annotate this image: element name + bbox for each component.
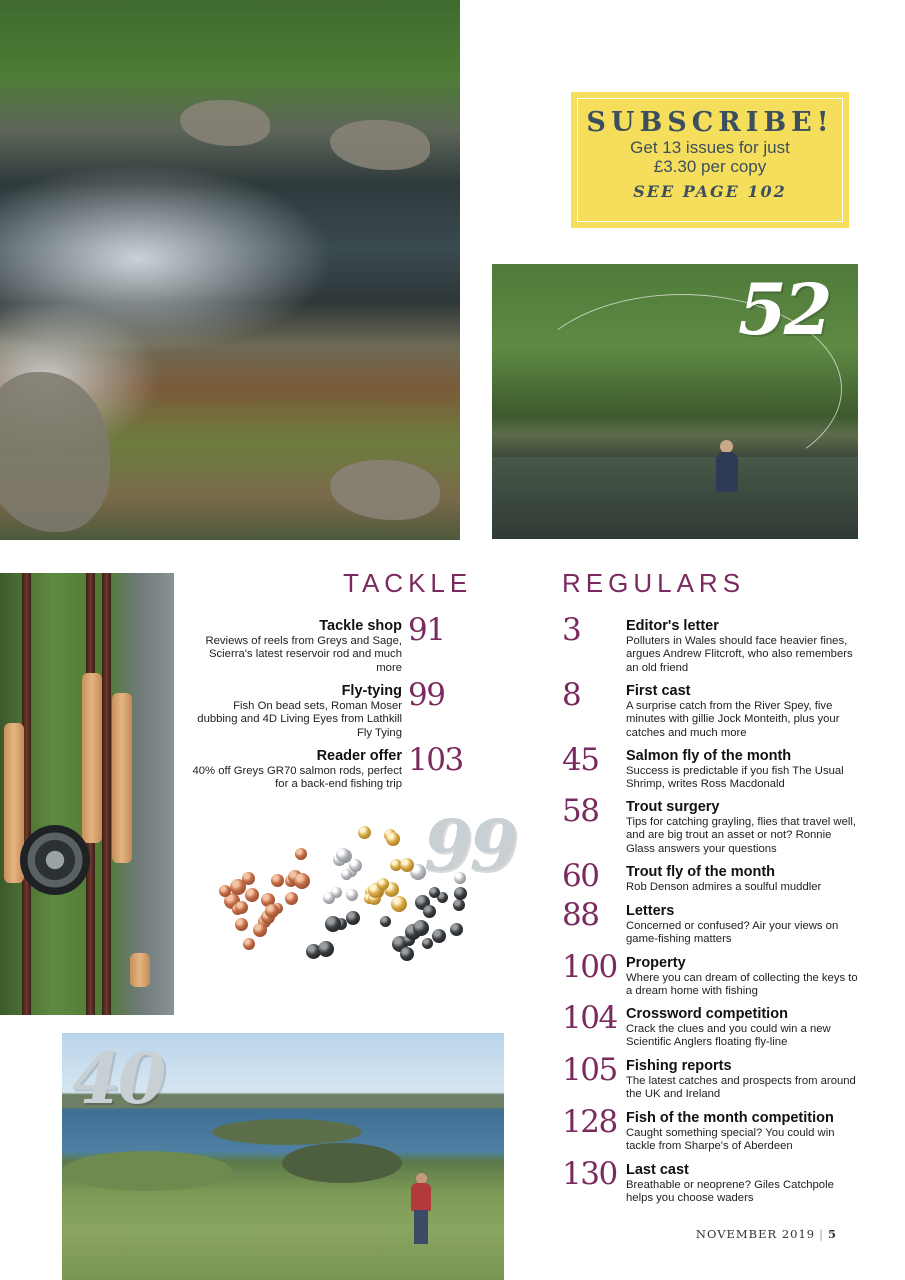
loch-landscape-photo — [62, 1033, 504, 1280]
photo-page-number: 99 — [424, 804, 516, 887]
bead — [380, 916, 391, 927]
entry-page-number: 3 — [562, 612, 581, 648]
bead — [422, 938, 433, 949]
entry-description: Success is predictable if you fish The Usual Shrimp, writes Ross Macdonald — [626, 765, 844, 791]
shore — [62, 1151, 232, 1191]
page-footer — [696, 1227, 837, 1241]
issue-date: NOVEMBER 2019 — [695, 1227, 816, 1241]
bead — [429, 887, 440, 898]
bead — [318, 941, 334, 957]
entry-title: Crossword competition — [626, 1006, 788, 1022]
bead — [346, 911, 360, 925]
beads-photo — [188, 800, 516, 1025]
cork-grip — [82, 673, 102, 843]
photo-page-number: 40 — [72, 1037, 164, 1120]
bead — [245, 888, 259, 902]
angler-figure — [714, 440, 740, 508]
entry-title: Editor's letter — [626, 618, 719, 634]
entry-page-number: 128 — [562, 1104, 617, 1140]
entry-description: A surprise catch from the River Spey, five minutes with gillie Jock Monteith, plus your catches and much more — [626, 700, 840, 739]
bead — [450, 923, 463, 936]
island — [282, 1143, 402, 1183]
rock — [180, 100, 270, 146]
entry-title: Fish of the month competition — [626, 1110, 834, 1126]
entry-description: Caught something special? You could win tackle from Sharpe's of Aberdeen — [626, 1127, 835, 1153]
photo-page-number: 52 — [738, 268, 830, 351]
entry-title: Fly-tying — [341, 683, 402, 699]
entry-page-number: 58 — [562, 793, 599, 829]
entry-page-number: 60 — [562, 858, 599, 894]
entry-page-number: 104 — [562, 1000, 617, 1036]
entry-title: Fishing reports — [626, 1058, 732, 1074]
entry-title: Trout fly of the month — [626, 864, 776, 880]
river-water — [492, 457, 858, 539]
bead — [400, 858, 414, 872]
entry-page-number: 100 — [562, 949, 617, 985]
bead — [235, 918, 248, 931]
entry-title: Last cast — [626, 1162, 689, 1178]
bead — [230, 879, 246, 895]
subscribe-page-ref: SEE PAGE 102 — [633, 182, 787, 201]
entry-title: Letters — [626, 903, 675, 919]
entry-page-number: 103 — [408, 742, 463, 778]
entry-page-number: 45 — [562, 742, 599, 778]
page-number: 5 — [827, 1227, 837, 1241]
bead — [295, 848, 307, 860]
tackle-section-title: TACKLE — [343, 568, 473, 598]
entry-description: Reviews of reels from Greys and Sage, Scierra's latest reservoir rod and much more — [205, 635, 402, 674]
tackle-entry[interactable] — [196, 612, 466, 680]
bead — [349, 859, 362, 872]
bead — [453, 899, 465, 911]
bead — [358, 826, 371, 839]
fly-reel — [20, 825, 90, 895]
entry-title: Reader offer — [316, 748, 402, 764]
footer-separator: | — [819, 1227, 824, 1241]
cork-grip — [130, 953, 150, 987]
bead — [346, 889, 358, 901]
entry-description: Concerned or confused? Air your views on game-fishing matters — [626, 920, 839, 946]
river-photo — [0, 0, 460, 540]
entry-page-number: 88 — [562, 897, 599, 933]
entry-description: The latest catches and prospects from around the UK and Ireland — [626, 1075, 856, 1101]
bead — [294, 873, 310, 889]
entry-description: Rob Denson admires a soulful muddler — [626, 881, 822, 893]
entry-description: Tips for catching grayling, flies that travel well, and are big trout an asset or not? Ronnie Glass answers your questions — [626, 816, 857, 855]
entry-description: Fish On bead sets, Roman Moser dubbing and 4D Living Eyes from Lathkill Fly Tying — [197, 700, 402, 739]
bead — [454, 887, 467, 900]
bead — [243, 938, 255, 950]
fly-caster-photo — [492, 264, 858, 539]
entry-page-number: 105 — [562, 1052, 617, 1088]
entry-description: Polluters in Wales should face heavier fines, argues Andrew Flitcroft, who also remembers an old friend — [626, 635, 853, 674]
bead — [336, 848, 350, 862]
bead — [391, 896, 407, 912]
subscribe-offer-line1: Get 13 issues for just — [630, 138, 790, 157]
bead — [377, 878, 389, 890]
bead — [413, 920, 429, 936]
bead — [253, 923, 267, 937]
bead — [325, 916, 341, 932]
entry-description: Breathable or neoprene? Giles Catchpole helps you choose waders — [626, 1179, 834, 1205]
entry-title: Trout surgery — [626, 799, 720, 815]
entry-description: Crack the clues and you could win a new Scientific Anglers floating fly-line — [626, 1023, 831, 1049]
rod — [102, 573, 111, 1015]
rock — [330, 460, 440, 520]
entry-description: 40% off Greys GR70 salmon rods, perfect for a back-end fishing trip — [192, 765, 402, 791]
bead — [265, 904, 279, 918]
subscribe-offer-line2: £3.30 per copy — [653, 157, 767, 176]
bead — [271, 874, 284, 887]
regulars-section-title: REGULARS — [562, 568, 746, 598]
entry-page-number: 8 — [562, 677, 581, 713]
bead — [341, 869, 352, 880]
subscribe-heading: SUBSCRIBE! — [586, 107, 834, 138]
tackle-entry[interactable] — [196, 677, 466, 745]
entry-title: First cast — [626, 683, 691, 699]
bead — [235, 901, 248, 914]
cork-grip — [112, 693, 132, 863]
rock — [330, 120, 430, 170]
bead — [285, 892, 298, 905]
rock — [0, 372, 110, 532]
rods-photo — [0, 573, 174, 1015]
entry-title: Salmon fly of the month — [626, 748, 792, 764]
bead — [400, 947, 414, 961]
bead — [331, 887, 342, 898]
entry-page-number: 130 — [562, 1156, 617, 1192]
island — [212, 1119, 362, 1145]
bead — [386, 832, 400, 846]
walker-figure — [408, 1173, 434, 1247]
entry-page-number: 99 — [408, 677, 445, 713]
bead — [423, 905, 436, 918]
entry-description: Where you can dream of collecting the keys to a dream home with fishing — [626, 972, 858, 998]
entry-title: Property — [626, 955, 686, 971]
subscribe-box[interactable] — [571, 92, 849, 228]
bead — [432, 929, 446, 943]
entry-page-number: 91 — [408, 612, 445, 648]
entry-title: Tackle shop — [319, 618, 402, 634]
